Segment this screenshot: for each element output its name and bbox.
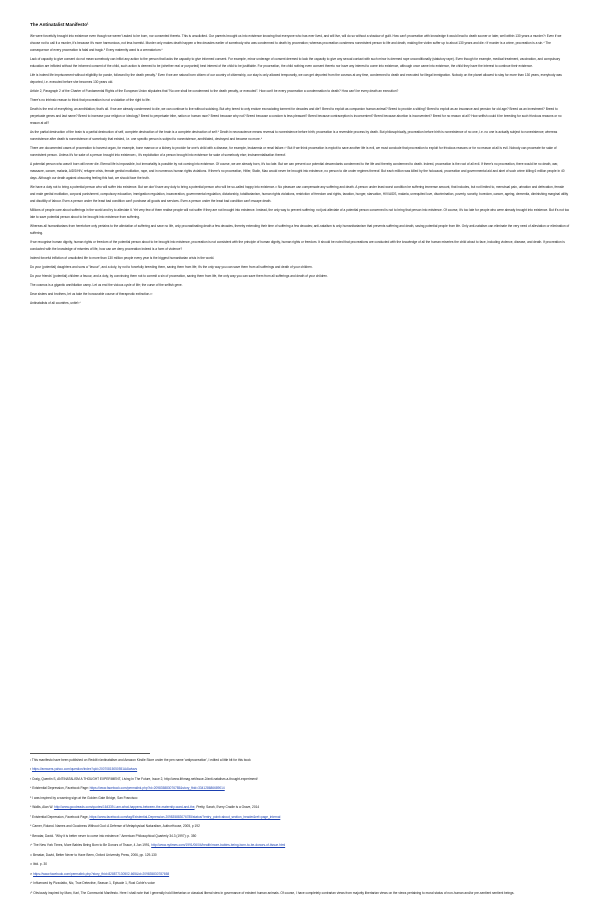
paragraph: Life is indeed life imprisonment without eligibility for parole, followed by the death penalty.⁷ Even if we are natural born citizen of our country of citizenship, our stay is only allowed temporarily, we can get deported from the cosmos at any time, condemned to death and executed for illegal immigration. Nobody on the planet allowed to stay for more than 130 years, everybody was deported, i.e. executed before she becomes 130 years old. — [30, 72, 562, 84]
footnote-link[interactable]: http://www.goodreads.com/quotes/164339-i-am-what-happens-between-the-maternity-ward-and-the — [54, 805, 195, 810]
footnote-link[interactable]: http://www.nytimes.com/1991/06/04/health/more-babies-being-born-to-be-donors-of-tissue.html — [151, 843, 286, 848]
footnote — [30, 880, 570, 886]
paragraph: Antinatalists of all countries, unite!¹⁴ — [30, 301, 81, 306]
paragraph: We have a duty not to bring a potential person who will suffer into existence. But we don't have any duty to bring a potential person who will be so-called happy into existence.¹² No pleasure can compensate any suffering and death. A person under least worst condition be suffering immense amount, that includes, but not limited to, menstrual pain, urination and defecation, female and male genital mutilation, corporal punishment, compulsory education, immigration regulation, incarceration, governmental regulation, dictatorship, totalitarianism, human rights violations, restriction of freedom and rights, taxation, hunger, starvation, HIV/AIDS, malaria, unrequited love, discrimination, poverty, sorority, boredom, cancer, ageing, dementia, diminishing marginal utility and disutility of labour. Even a person under the least bad condition can't purchase all goods and services. Even a person under the least bad condition can't escape death. — [30, 184, 569, 203]
paragraph: The cosmos is a gigantic annihilation camp. Let us end the vicious cycle of life; the curse of the selfish gene. — [30, 283, 183, 288]
footnote-link[interactable]: https://www.facebook.com/permalink.php?id=209835883076785&story_fbid=334128686689014 — [89, 786, 225, 791]
footnote-link[interactable]: https://www.facebook.com/tag/Existential-Depression-209835883076785/status/?entry_point=about_section_header&ref=page_internal — [89, 814, 281, 819]
footnote — [30, 890, 570, 896]
footnote-link[interactable]: https://answers.yahoo.com/question/index?qid=20070815050551AAlwtavs — [31, 767, 138, 772]
footnote-text: ¹³ — [30, 871, 34, 876]
footnote — [30, 766, 570, 772]
paragraph: Whereas all humanitarians from heretofore only pertains to the alleviation of suffering and save no life, only procrastinating death a few decades, thereby extending their time of suffering a few decades; anti-natalism is only humanitarianism that prevents suffering and death, saving potential people from life. Only anti-natalism can eliminate the very need of alleviation or elimination of suffering. — [30, 223, 570, 235]
footnote — [30, 776, 570, 782]
footnote — [30, 842, 570, 848]
paragraph: A potential person who wasn't born will never die. Eternal life is impossible, but immortality is possible by not coming into existence. Of course, we are already born, it's too late. But we can prevent our potential descendants condemned to the life and thereby condemned to death. Indeed, procreation is the root of all evil. If there's no procreation, there would be no death, war, massacre, cancer, malaria, AIDS/HIV, refugee crisis, female genital mutilation, rape, and in numerous human rights violations. If there's no procreation, Hitler, Stalin, Mao would never be brought into existence, no person to die under regimes thereof. But each million was killed by the holocaust, procreation and governmental aid and abet of such crime killing 6 million people in 40 days. Although our death against obscuring feeling this fact, we should face the truth. — [30, 162, 565, 180]
paragraph: There's no intrinsic reason to think that procreation is not a violation of the right to life. — [30, 98, 151, 102]
footnote-text: ⁹ Benatar, David. "Why it is better never to come into existence." American Philosophical Quarterly 34.3 (1997): p. 350 — [30, 833, 197, 838]
paragraph: Indeed forceful infliction of unsolicited life to more than 130 million people every year is the biggest humanitarian crisis in the world. — [30, 255, 215, 260]
footnotes-section — [30, 753, 570, 899]
footnote-text: ² — [30, 767, 32, 772]
footnote — [30, 795, 570, 801]
document-title: The Antinatalist Manifesto¹ — [30, 22, 89, 27]
paragraph: Do your friends' (potential) children a favour, and a duty, by convincing them not to commit a sin of procreation, saving them from life, the only way you can save them from all sufferings and death of your children. — [30, 274, 328, 278]
paragraph: We were forcefully brought into existence even though we weren't asked to be born, nor consented thereto. This is unsolicited. Our parents brought us into existence knowing that everyone who has ever lived, and will live, will do so without a shadow of guilt. How can't procreation with knowledge it would lead to death sooner or later, well within 130 years a murder?² Even if we choose not to call it a murder, it's because it's more harmonious, not less harmful. Murder only makes death happen a few decades earlier of somebody who was condemned to death by procreation; whereas procreation condemns nonexistent person to life and death, making the victim suffer up to about 130 years and die.³ If murder is a crime, procreation is a sin.⁴ The consequence of every procreation is fatal and tragic.⁵ Every maternity ward is a crematorium.⁶ — [30, 34, 562, 52]
paragraph: Do your (potential) daughters and sons a "favour", and a duty, by not to forcefully breeding them, saving them from life; it's the only way you can save them from all sufferings and death of your children. — [30, 264, 313, 269]
footnote-text: ³ Craig, Quentin S, ANTINATALISM A THOUGHT EXPERIMENT, Living In The Future, Issue 2, http://www.lithmag.net/issue-2/anti-natalism-a-thought-experiment/ — [30, 776, 258, 781]
footnote-text: ¹² Ibid. p. 30 — [30, 862, 48, 867]
footnote-text: ⁴ Existential Depression, Facebook Page: — [30, 786, 90, 791]
footnote-text: ⁷ Existential Depression, Facebook Page, — [30, 814, 90, 819]
footnote-link[interactable]: https://www.facebook.com/permalink.php?story_fbid=828877130502-665&id=209835830787658 — [33, 871, 170, 876]
footnote — [30, 861, 570, 867]
footnote-text: ⁶ Wallis, Alan W. — [30, 805, 55, 810]
footnote-text: ¹ This manifesto have been published on Reddit r/antinatalism and Amazon Kindle Store under the pen name 'antiprocreation', I edited a little bit for this book — [30, 758, 251, 762]
paragraph: Millions of people care about sufferings in the world and try to alleviate it. Yet very few of them realise people will not suffer if they are not brought into existence. Instead, the only way to prevent suffering: not just alleviate of a potential person concerned is not to bring that person into existence. Of course, it's too late for people who were already brought into existence. But it's not too late to save potential person about to be brought into existence from suffering. — [30, 207, 570, 219]
footnote — [30, 871, 570, 877]
footnote-text: ¹¹ Benatar, David, Better Never to Have Been, Oxford University Press, 2006, pp. 129-130 — [30, 852, 157, 857]
footnote-text: ¹⁵ Obviously inspired by Marx, Karl, The Communist Manifesto. Here I shall note that I generally hold libertarian or classical liberal view in governance of existent human animals. Of course, I have completely contrarian views from majority libertarian views on the views pertaining to moral status of non-human and/or pre-sentient sentient beings. — [30, 890, 515, 895]
footnote-text: ¹⁰ The New York Times, More Babies Being Born to Be Donors of Tissue, 4 Jun 1991, — [30, 843, 152, 848]
footnote — [30, 823, 570, 829]
paragraph: As the partial destruction of the brain is a partial destruction of self, complete destruction of the brain is a complete destruction of self.⁸ Death in neuroscience means reversal to nonexistence before birth; procreation is a reversible process by death. But philosophically, procreation before birth is nonexistence of no one, i.e. no one is actually subject to nonexistence; whereas nonexistence after death is nonexistence of somebody that existed, i.e. one specific person is subject to nonexistence, annihilated, destroyed and became no more.⁹ — [30, 130, 558, 141]
footnote-list — [30, 757, 570, 896]
paragraph: There are documented cases of procreation to harvest organ, for example, bone marrow or a kidney to provide for one's child with a disease, for example, leukaemia or renal failure.¹⁰ But if we think procreation is exploit to save another life is evil, we must conclude that procreation to exploit for frivolous reasons or for no reason at all is evil. Nobody can procreate for sake of nonexistent person. Unless it's for sake of a person brought into existence¹¹, it's exploitation of a person brought into existence for sake of somebody else; instrumentalisation thereof. — [30, 146, 557, 157]
paragraph: Death is the end of everything, an annihilation; that's all. If we are already condemned to die, we can continue to live without suicising. But why breed to only endure excruciating torment for decades and die? Breed to exploit as companion human animal? Breed to provide a sibling? Breed to exploit as an insurance and pension for old age? Breed as an investment? Breed to perpetuate genes and last name? Breed to increase your religion or ideology? Breed to perpetuate tribe, nation or human race? Breed because why not? Breed because a condom is less pleasant? Breed because contraception is inconvenient? Breed because abortion is inconvenient? Breed for no reason at all? How selfish could it be breeding for such frivolous reasons or no reason at all? — [30, 107, 562, 125]
paragraph: Lack of capacity to give consent do not mean somebody can inflict any action to the person that lacks the capacity to give informed consent. For example, minor underage of consent deemed to lack the capacity to give any sexual contact with such minor is deemed rape unconditionally (statutory rape). Even though for example, medical treatment, vaccination, and compulsory education are inflicted without the informed consent of the child, such action is deemed to be (whether real or purported) best interest of the child to be justifiable. For procreation, the child nothing even consent thereto nor have any interest to come into existence, although once came into existence, the child they have the interest to continue their existence. — [30, 56, 561, 68]
footnote — [30, 785, 570, 791]
footnote — [30, 757, 570, 763]
footnote-divider — [30, 753, 150, 754]
footnote — [30, 804, 570, 810]
footnote-text: ¹⁴ Influenced by Pizzolatto, Nic, True Detective, Season 1, Episode 1, Rust Cohle's voice — [30, 881, 155, 886]
paragraph-list — [30, 33, 570, 307]
footnote-text: ⁸ Camer, Roland. Names and Goodness Without God: A Defense of Metaphysical Naturalism, AuthorHouse, 2005, p 192 — [30, 824, 200, 829]
footnote-tail: , Pretty, Sarah, Every Cradle is a Grave, 2014 — [194, 805, 260, 810]
footnote — [30, 852, 570, 858]
paragraph: Article 2, Paragraph 2 of the Charter of Fundamental Rights of the European Union stipulates that "No one shall be condemned to the death penalty, or executed". How can't be every procreation a condemnation to death? How can't be every death an execution? — [30, 88, 399, 93]
document-body — [30, 22, 570, 309]
paragraph: If we recognise human dignity, human rights or freedom of the potential person about to be brought into existence, procreation is not consistent with the principle of human dignity, human rights or freedom. It should be noted that procreations are conducted with the knowledge of all the human miseries the child about to face, including violence, disease, and death. If procreation is conducted with the knowledge of miseries of life, how can we deny procreation indeed is a form of violence? — [30, 239, 565, 251]
paragraph: Dear sisters and brothers, let us take the honourable course of therapeutic extinction.¹³ — [30, 292, 153, 297]
footnote-text: ⁵ I was inspired by a warning sign at the Golden Gate Bridge, San Francisco — [30, 795, 138, 800]
footnote — [30, 814, 570, 820]
footnote — [30, 833, 570, 839]
